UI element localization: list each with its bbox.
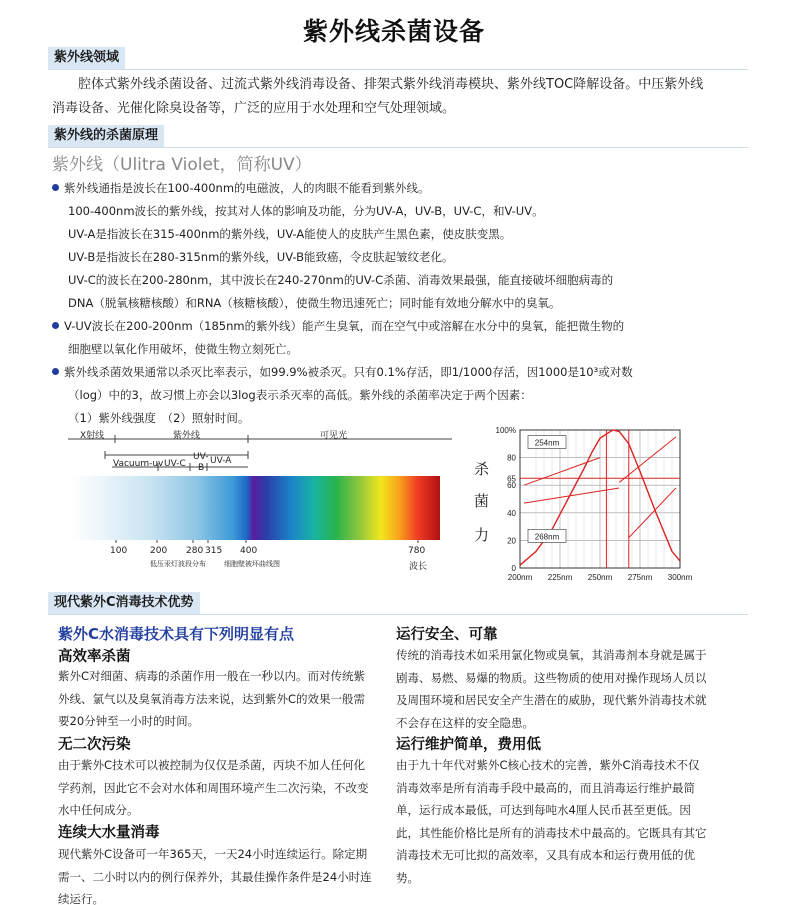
principle-line-6: V-UV波长在200-200nm（185nm的紫外线）能产生臭氧，而在空气中或溶解在水分中的臭氧，能把微生物的 (52, 318, 624, 334)
tick-400: 400 (240, 546, 258, 556)
label-uv-b: B (198, 463, 205, 473)
left-para-2: 现代紫外C设备可一年365天，一天24小时连续运行。除定期 需一、二小时以内的例行保养外，其最佳操作条件是24小时连 续运行。 (58, 847, 372, 905)
left-para-0: 紫外C对细菌、病毒的杀菌作用一般在一秒以内。而对传统紫 外线、氯气以及臭氧消毒方法来说，达到紫外C的效果一般需 要20分钟至一小时的时间。 (58, 669, 366, 728)
bullet-dot-icon (52, 368, 59, 375)
label-vacuum-uv: Vacuum-uv (113, 459, 164, 469)
chart-x-tick-label: 225nm (547, 573, 573, 582)
tick-280: 280 (186, 546, 204, 556)
right-para-1: 由于九十年代对紫外C核心技术的完善，紫外C消毒技术不仅 消毒效率是所有消毒手段中最高的，而且消毒运行维护最简 单，运行成本最低，可达到每吨水4厘人民币甚至更低。因 此，其性能价格比是所有的消毒技术中最高的。它既具有其它 消毒技术无可比拟的高效率，又具有成本和运行费用低的优 势。 (396, 758, 707, 885)
chart-y-tick-label: 60 (507, 481, 516, 491)
section-tag-uv-field: 紫外线领域 (48, 47, 125, 69)
tick-780: 780 (408, 546, 426, 556)
principle-line-9: （log）中的3，故习惯上亦会以3log表示杀灭率的高低。紫外线的杀菌率决定于两个因素： (68, 388, 532, 402)
left-head-2: 连续大水量消毒 (58, 825, 160, 841)
section-tag-principle: 紫外线的杀菌原理 (48, 125, 164, 147)
spectrum-gradient-bar (70, 476, 440, 540)
chart-y-tick-label: 20 (507, 536, 516, 546)
chart-ylabel-2: 菌 (474, 492, 490, 510)
note-cell-wall: 细胞壁被坏曲线图 (224, 560, 280, 568)
section-divider (48, 147, 748, 148)
right-head-0: 运行安全、可靠 (396, 627, 498, 643)
chart-y-tick-label: 100% (495, 426, 516, 435)
principle-line-10: （1）紫外线强度 （2）照射时间。 (68, 411, 250, 425)
label-x-ray: X射线 (80, 431, 105, 441)
tick-100: 100 (110, 546, 128, 556)
chart-annotation-268: 268nm (534, 532, 560, 542)
chart-arrow-line (524, 458, 600, 486)
right-head-1: 运行维护简单，费用低 (396, 737, 541, 753)
label-visible: 可见光 (320, 431, 348, 441)
principle-line-2: UV-A是指波长在315-400nm的紫外线，UV-A能使人的皮肤产生黑色素，使皮肤变黑。 (68, 227, 512, 241)
tick-315: 315 (205, 546, 223, 556)
principle-line-4: UV-C的波长在200-280nm，其中波长在240-270nm的UV-C杀菌、消毒效果最强，能直接破坏细胞病毒的 (68, 273, 614, 287)
tick-200: 200 (150, 546, 168, 556)
principle-line-1: 100-400nm波长的紫外线，按其对人体的影响及功能，分为UV-A，UV-B，UV-C，和V-UV。 (68, 204, 544, 218)
bullet-dot-icon (52, 184, 59, 191)
principle-line-8: 紫外线杀菌效果通常以杀灭比率表示，如99.9%被杀灭。只有0.1%存活，即1/1000存活，因1000是10³或对数 (52, 364, 633, 380)
advantages-heading: 紫外C水消毒技术具有下列明显有点 (58, 625, 295, 643)
chart-y-tick-label: 80 (507, 453, 516, 463)
chart-ylabel-3: 力 (474, 526, 490, 544)
principle-line-7: 细胞壁以氧化作用破坏，使微生物立刻死亡。 (68, 342, 298, 356)
chart-ylabel-1: 杀 (474, 460, 490, 478)
principle-line-5: DNA（脱氧核糖核酸）和RNA（核糖核酸），使微生物迅速死亡；同时能有效地分解水中的臭氧。 (68, 296, 561, 310)
bullet-dot-icon (52, 322, 59, 329)
label-wavelength: 波长 (409, 562, 428, 572)
page-title: 紫外线杀菌设备 (302, 17, 485, 46)
chart-arrow-line (619, 437, 676, 483)
chart-annotation-254: 254nm (534, 438, 560, 448)
chart-x-tick-label: 275nm (627, 573, 653, 582)
label-uv-b-top: UV- (193, 452, 209, 462)
section-tag-advantages: 现代紫外C消毒技术优势 (48, 592, 200, 614)
label-uv-a: UV-A (210, 456, 232, 466)
chart-x-tick-label: 300nm (667, 573, 693, 582)
left-head-1: 无二次污染 (58, 737, 131, 753)
principle-line-0: 紫外线通指是波长在100-400nm的电磁波，人的肉眼不能看到紫外线。 (52, 180, 430, 196)
section1-line2: 消毒设备、光催化除臭设备等，广泛的应用于水处理和空气处理领域。 (52, 101, 456, 116)
left-para-1: 由于紫外C技术可以被控制为仅仅是杀菌，丙块不加人任何化 学药剂，因此它不会对水体和周围环境产生二次污染，不改变 水中任何成分。 (58, 758, 369, 817)
uv-subheading: 紫外线（Ulitra Violet，简称UV） (52, 155, 312, 175)
chart-y-tick-label: 0 (511, 564, 516, 573)
label-uv-c: UV-C (164, 459, 186, 469)
chart-y-tick-label: 40 (507, 508, 516, 518)
left-head-0: 高效率杀菌 (58, 649, 131, 665)
note-low-pressure-lamp: 低压汞灯波段分布 (150, 560, 206, 568)
germicidal-chart (490, 420, 700, 590)
chart-y-tick-label: 65 (507, 474, 516, 484)
right-para-0: 传统的消毒技术如采用氯化物或臭氧，其消毒剂本身就是属于 剧毒、易燃、易爆的物质。这些物质的使用对操作现场人员以 及周围环境和居民安全产生潜在的威胁，现代紫外消毒技术就 不会存在这样的安全隐患。 (396, 648, 707, 730)
principle-line-3: UV-B是指波长在280-315nm的紫外线，UV-B能致癌，令皮肤起皱纹老化。 (68, 250, 454, 264)
label-uv: 紫外线 (173, 431, 201, 441)
chart-x-tick-label: 250nm (587, 573, 613, 582)
section-divider (48, 69, 748, 70)
chart-arrow-line (524, 488, 619, 503)
section-divider (48, 614, 748, 615)
chart-x-tick-label: 200nm (507, 573, 533, 582)
section1-line1: 腔体式紫外线杀菌设备、过流式紫外线消毒设备、排架式紫外线消毒模块、紫外线TOC降解设备。中压紫外线 (78, 77, 704, 92)
